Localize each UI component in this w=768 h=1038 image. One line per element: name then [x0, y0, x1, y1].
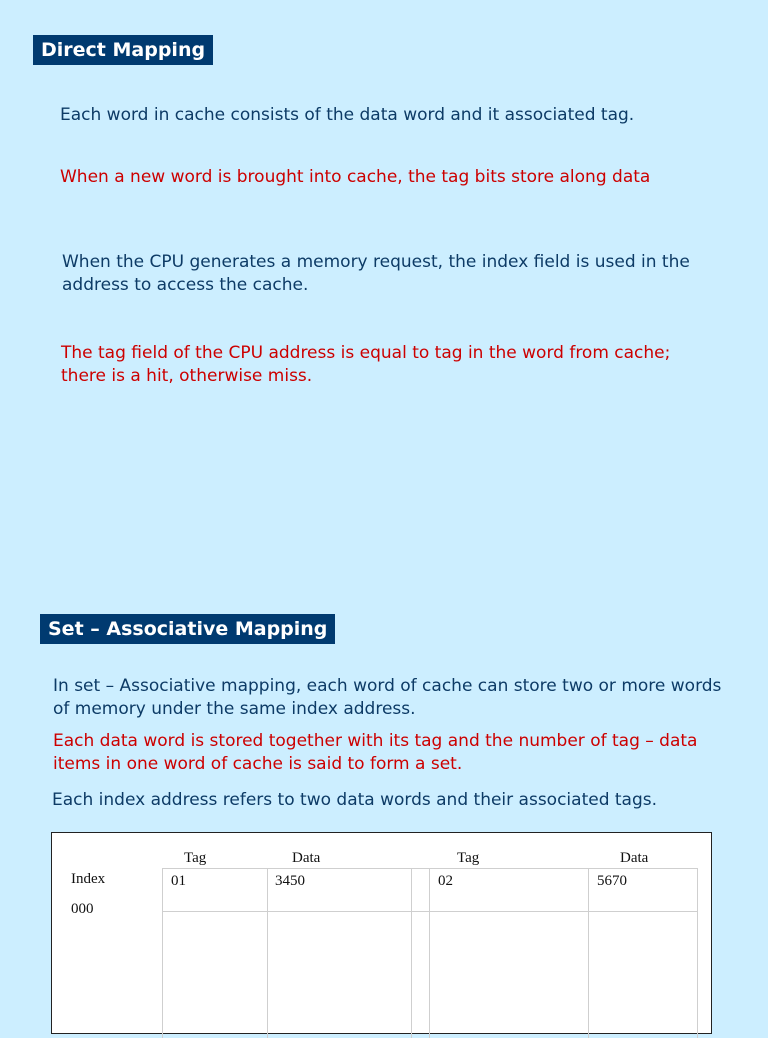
cell-data-2: 5670 [597, 873, 627, 889]
header-tag-1: Tag [184, 850, 207, 866]
direct-mapping-paragraph-1: Each word in cache consists of the data word and it associated tag. [60, 105, 635, 125]
header-data-2: Data [620, 850, 649, 866]
grid-line [429, 868, 430, 1038]
header-tag-2: Tag [457, 850, 480, 866]
grid-line [411, 868, 412, 1038]
grid-line [162, 911, 698, 912]
index-value: 000 [71, 901, 94, 917]
grid-line [162, 868, 698, 869]
grid-line [697, 868, 698, 1038]
direct-mapping-heading: Direct Mapping [33, 35, 213, 65]
set-associative-paragraph-1: In set – Associative mapping, each word of cache can store two or more words of memory under the same index address. [53, 676, 722, 719]
direct-mapping-paragraph-2: When a new word is brought into cache, the tag bits store along data [60, 167, 651, 187]
set-associative-table [51, 832, 712, 1034]
cell-tag-1: 01 [171, 873, 186, 889]
set-associative-paragraph-3: Each index address refers to two data words and their associated tags. [52, 790, 658, 810]
cell-data-1: 3450 [275, 873, 305, 889]
grid-line [267, 868, 268, 1038]
grid-line [588, 868, 589, 1038]
direct-mapping-paragraph-3: When the CPU generates a memory request, the index field is used in the address to access the cache. [62, 252, 690, 295]
set-associative-heading: Set – Associative Mapping [40, 614, 335, 644]
index-label: Index [71, 871, 106, 887]
cell-tag-2: 02 [438, 873, 453, 889]
direct-mapping-paragraph-4: The tag field of the CPU address is equal to tag in the word from cache; there is a hit, otherwise miss. [61, 343, 671, 386]
grid-line [162, 868, 163, 1038]
set-associative-paragraph-2: Each data word is stored together with its tag and the number of tag – data items in one word of cache is said to form a set. [53, 731, 698, 774]
header-data-1: Data [292, 850, 321, 866]
